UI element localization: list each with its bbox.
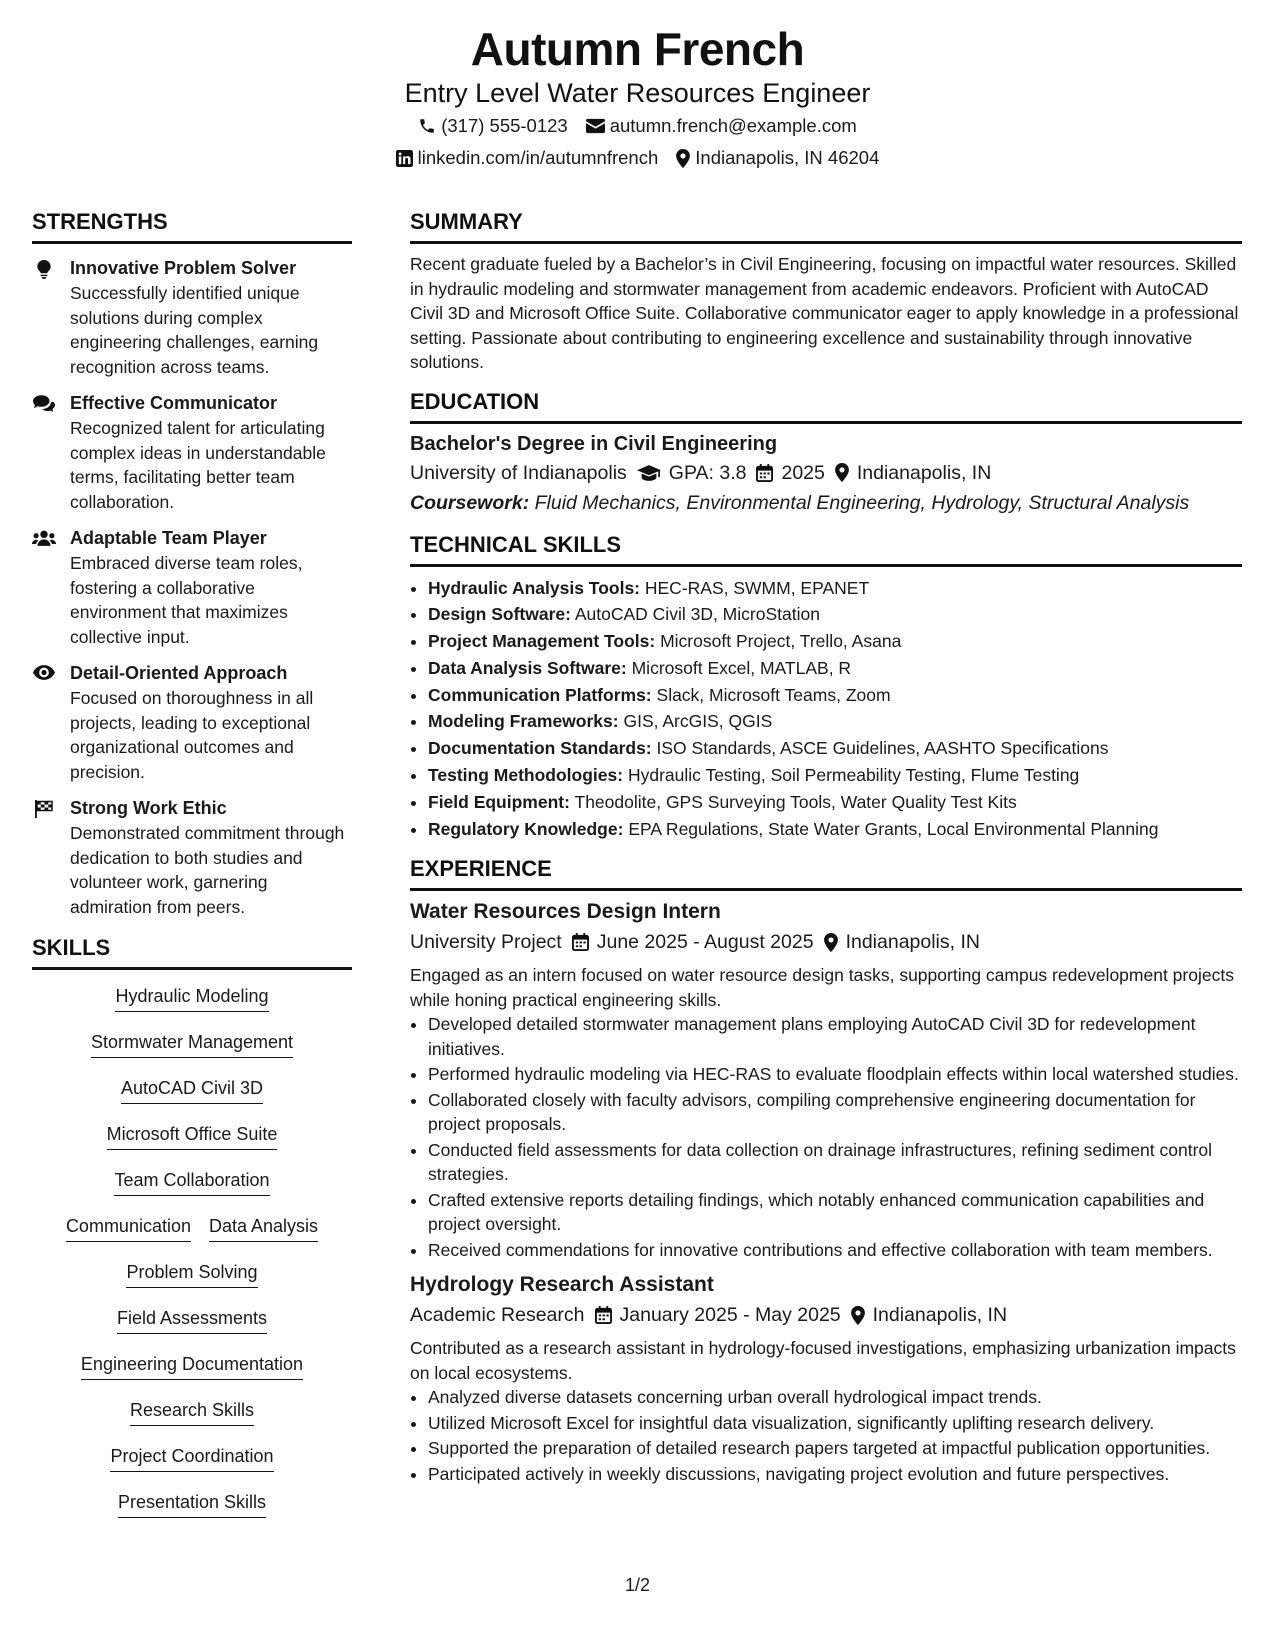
job-bullet: • Developed detailed stormwater management plans employing AutoCAD Civil 3D for redevelopment initiatives.	[428, 1012, 1242, 1061]
strength-description: Successfully identified unique solutions during complex engineering challenges, earning recognition across teams.	[70, 283, 319, 377]
job-description: Contributed as a research assistant in hydrology-focused investigations, emphasizing urbanization impacts on local ecosystems.	[410, 1338, 1236, 1383]
job-organization: Academic Research	[410, 1304, 585, 1327]
technical-skill-item: • Modeling Frameworks: GIS, ArcGIS, QGIS	[428, 708, 1242, 735]
technical-skills-heading: TECHNICAL SKILLS	[410, 530, 1242, 567]
left-column	[32, 207, 352, 1536]
skill-tag: Research Skills	[130, 1398, 254, 1426]
skill-tag: Presentation Skills	[118, 1490, 266, 1518]
users-icon	[32, 530, 56, 547]
gpa: GPA: 3.8	[637, 458, 747, 488]
linkedin-icon	[396, 150, 413, 167]
school-name: University of Indianapolis	[410, 461, 627, 484]
summary-text: Recent graduate fueled by a Bachelor’s in Civil Engineering, focusing on impactful water resources. Skilled in hydraulic modeling and stormwater management from academic endeavors. Proficient with AutoCAD Civil 3D and Microsoft Office Suite. Collaborative communicator eager to apply knowledge in a professional setting. Passionate about contributing to engineering excellence and sustainability through innovative solutions.	[410, 254, 1239, 372]
job-title: Water Resources Design Intern	[410, 900, 721, 924]
job-organization: University Project	[410, 931, 562, 954]
calendar-icon	[595, 1306, 612, 1324]
phone-icon	[418, 117, 436, 135]
envelope-icon	[586, 118, 605, 134]
strength-item	[32, 796, 352, 919]
strengths-list	[32, 256, 352, 919]
strength-item	[32, 526, 352, 649]
strengths-heading: STRENGTHS	[32, 207, 352, 244]
comments-icon	[33, 395, 55, 412]
technical-skill-item: • Regulatory Knowledge: EPA Regulations, State Water Grants, Local Environmental Planning	[428, 816, 1242, 843]
email-link[interactable]: autumn.french@example.com	[609, 115, 857, 136]
checkered-flag-icon	[34, 800, 54, 818]
strength-item	[32, 391, 352, 514]
strength-title: Detail-Oriented Approach	[70, 663, 288, 683]
technical-skill-item: • Documentation Standards: ISO Standards, ASCE Guidelines, AASHTO Specifications	[428, 735, 1242, 762]
coursework-label: Coursework:	[410, 491, 530, 514]
job-bullets	[410, 1385, 1242, 1486]
technical-skill-item: • Testing Methodologies: Hydraulic Testing, Soil Permeability Testing, Flume Testing	[428, 762, 1242, 789]
job-bullet: • Conducted field assessments for data collection on drainage infrastructures, refining sediment control strategies.	[428, 1138, 1242, 1187]
skill-tag: Project Coordination	[110, 1444, 273, 1472]
degree-title: Bachelor's Degree in Civil Engineering	[410, 432, 778, 455]
phone-text: (317) 555-0123	[441, 115, 568, 136]
skill-tag: Microsoft Office Suite	[107, 1122, 278, 1150]
skill-tag: Stormwater Management	[91, 1030, 293, 1058]
technical-skill-item: • Data Analysis Software: Microsoft Excel, MATLAB, R	[428, 655, 1242, 682]
strength-description: Focused on thoroughness in all projects, leading to exceptional organizational outcomes and precision.	[70, 688, 314, 782]
education-meta	[410, 458, 1242, 488]
graduation-year: 2025	[756, 458, 824, 488]
technical-skill-item: • Hydraulic Analysis Tools: HEC-RAS, SWMM, EPANET	[428, 575, 1242, 602]
job-entry	[410, 1270, 1242, 1486]
skill-tag: Communication	[66, 1214, 191, 1242]
job-description: Engaged as an intern focused on water resource design tasks, supporting campus redevelopment projects while honing practical engineering skills.	[410, 965, 1234, 1010]
location-text: Indianapolis, IN 46204	[695, 147, 880, 168]
job-bullets	[410, 1012, 1242, 1262]
coursework	[410, 488, 1242, 518]
job-dates: June 2025 - August 2025	[572, 927, 814, 957]
job-location: Indianapolis, IN	[851, 1300, 1007, 1330]
candidate-headline: Entry Level Water Resources Engineer	[404, 78, 871, 108]
map-pin-icon	[835, 463, 849, 482]
job-meta	[410, 1300, 1242, 1330]
skills-heading: SKILLS	[32, 933, 352, 970]
linkedin-contact[interactable]	[396, 142, 659, 174]
location-contact	[676, 142, 879, 174]
strength-item	[32, 661, 352, 784]
job-bullet: • Performed hydraulic modeling via HEC-RAS to evaluate floodplain effects within local watershed studies.	[428, 1062, 1242, 1087]
strength-description: Embraced diverse team roles, fostering a collaborative environment that maximizes collective input.	[70, 553, 303, 647]
technical-skill-item: • Design Software: AutoCAD Civil 3D, MicroStation	[428, 601, 1242, 628]
technical-skill-item: • Project Management Tools: Microsoft Project, Trello, Asana	[428, 628, 1242, 655]
technical-skills-list	[410, 575, 1242, 843]
skill-tag: Engineering Documentation	[81, 1352, 303, 1380]
strength-description: Recognized talent for articulating complex ideas in understandable terms, facilitating better team collaboration.	[70, 418, 326, 512]
map-pin-icon	[676, 149, 690, 168]
job-entry	[410, 897, 1242, 1262]
job-bullet: • Crafted extensive reports detailing findings, which notably enhanced communication capabilities and project oversight.	[428, 1188, 1242, 1237]
job-bullet: • Utilized Microsoft Excel for insightful data visualization, significantly uplifting research delivery.	[428, 1411, 1242, 1436]
skills-list	[32, 984, 352, 1536]
skill-tag: AutoCAD Civil 3D	[121, 1076, 263, 1104]
job-bullet: • Received commendations for innovative contributions and effective collaboration with team members.	[428, 1238, 1242, 1263]
linkedin-link[interactable]: linkedin.com/in/autumnfrench	[417, 147, 659, 168]
strength-title: Effective Communicator	[70, 393, 278, 413]
job-bullet: • Participated actively in weekly discussions, navigating project evolution and future perspectives.	[428, 1462, 1242, 1487]
job-bullet: • Supported the preparation of detailed research papers targeted at impactful publication opportunities.	[428, 1436, 1242, 1461]
coursework-list: Fluid Mechanics, Environmental Engineering, Hydrology, Structural Analysis	[534, 491, 1190, 514]
skill-tag: Team Collaboration	[114, 1168, 269, 1196]
education-location: Indianapolis, IN	[835, 458, 991, 488]
skill-tag: Hydraulic Modeling	[115, 984, 268, 1012]
job-bullet: • Analyzed diverse datasets concerning urban overall hydrological impact trends.	[428, 1385, 1242, 1410]
map-pin-icon	[851, 1306, 865, 1325]
strength-title: Innovative Problem Solver	[70, 258, 297, 278]
phone-contact	[418, 110, 568, 142]
skill-tag: Problem Solving	[126, 1260, 257, 1288]
technical-skill-item: • Communication Platforms: Slack, Microsoft Teams, Zoom	[428, 682, 1242, 709]
skill-tag: Data Analysis	[209, 1214, 318, 1242]
calendar-icon	[756, 464, 773, 482]
strength-title: Strong Work Ethic	[70, 798, 227, 818]
job-title: Hydrology Research Assistant	[410, 1273, 714, 1297]
lightbulb-icon	[37, 260, 51, 279]
eye-icon	[33, 665, 55, 680]
calendar-icon	[572, 933, 589, 951]
job-location: Indianapolis, IN	[824, 927, 980, 957]
strength-description: Demonstrated commitment through dedication to both studies and volunteer work, garnering admiration from peers.	[70, 823, 345, 917]
job-meta	[410, 927, 1242, 957]
right-column	[410, 207, 1242, 1494]
resume-header	[0, 22, 1275, 174]
page-number: 1/2	[624, 1575, 651, 1595]
email-contact[interactable]	[586, 110, 857, 142]
graduation-cap-icon	[637, 465, 661, 481]
job-bullet: • Collaborated closely with faculty advisors, compiling comprehensive engineering documentation for project proposals.	[428, 1088, 1242, 1137]
job-dates: January 2025 - May 2025	[595, 1300, 841, 1330]
map-pin-icon	[824, 933, 838, 952]
technical-skill-item: • Field Equipment: Theodolite, GPS Surveying Tools, Water Quality Test Kits	[428, 789, 1242, 816]
strength-item	[32, 256, 352, 379]
summary-heading: SUMMARY	[410, 207, 1242, 244]
contact-row-1	[0, 110, 1275, 142]
education-heading: EDUCATION	[410, 387, 1242, 424]
experience-heading: EXPERIENCE	[410, 854, 1242, 891]
strength-title: Adaptable Team Player	[70, 528, 267, 548]
candidate-name: Autumn French	[470, 23, 805, 75]
contact-row-2	[0, 142, 1275, 174]
skill-tag: Field Assessments	[117, 1306, 267, 1334]
